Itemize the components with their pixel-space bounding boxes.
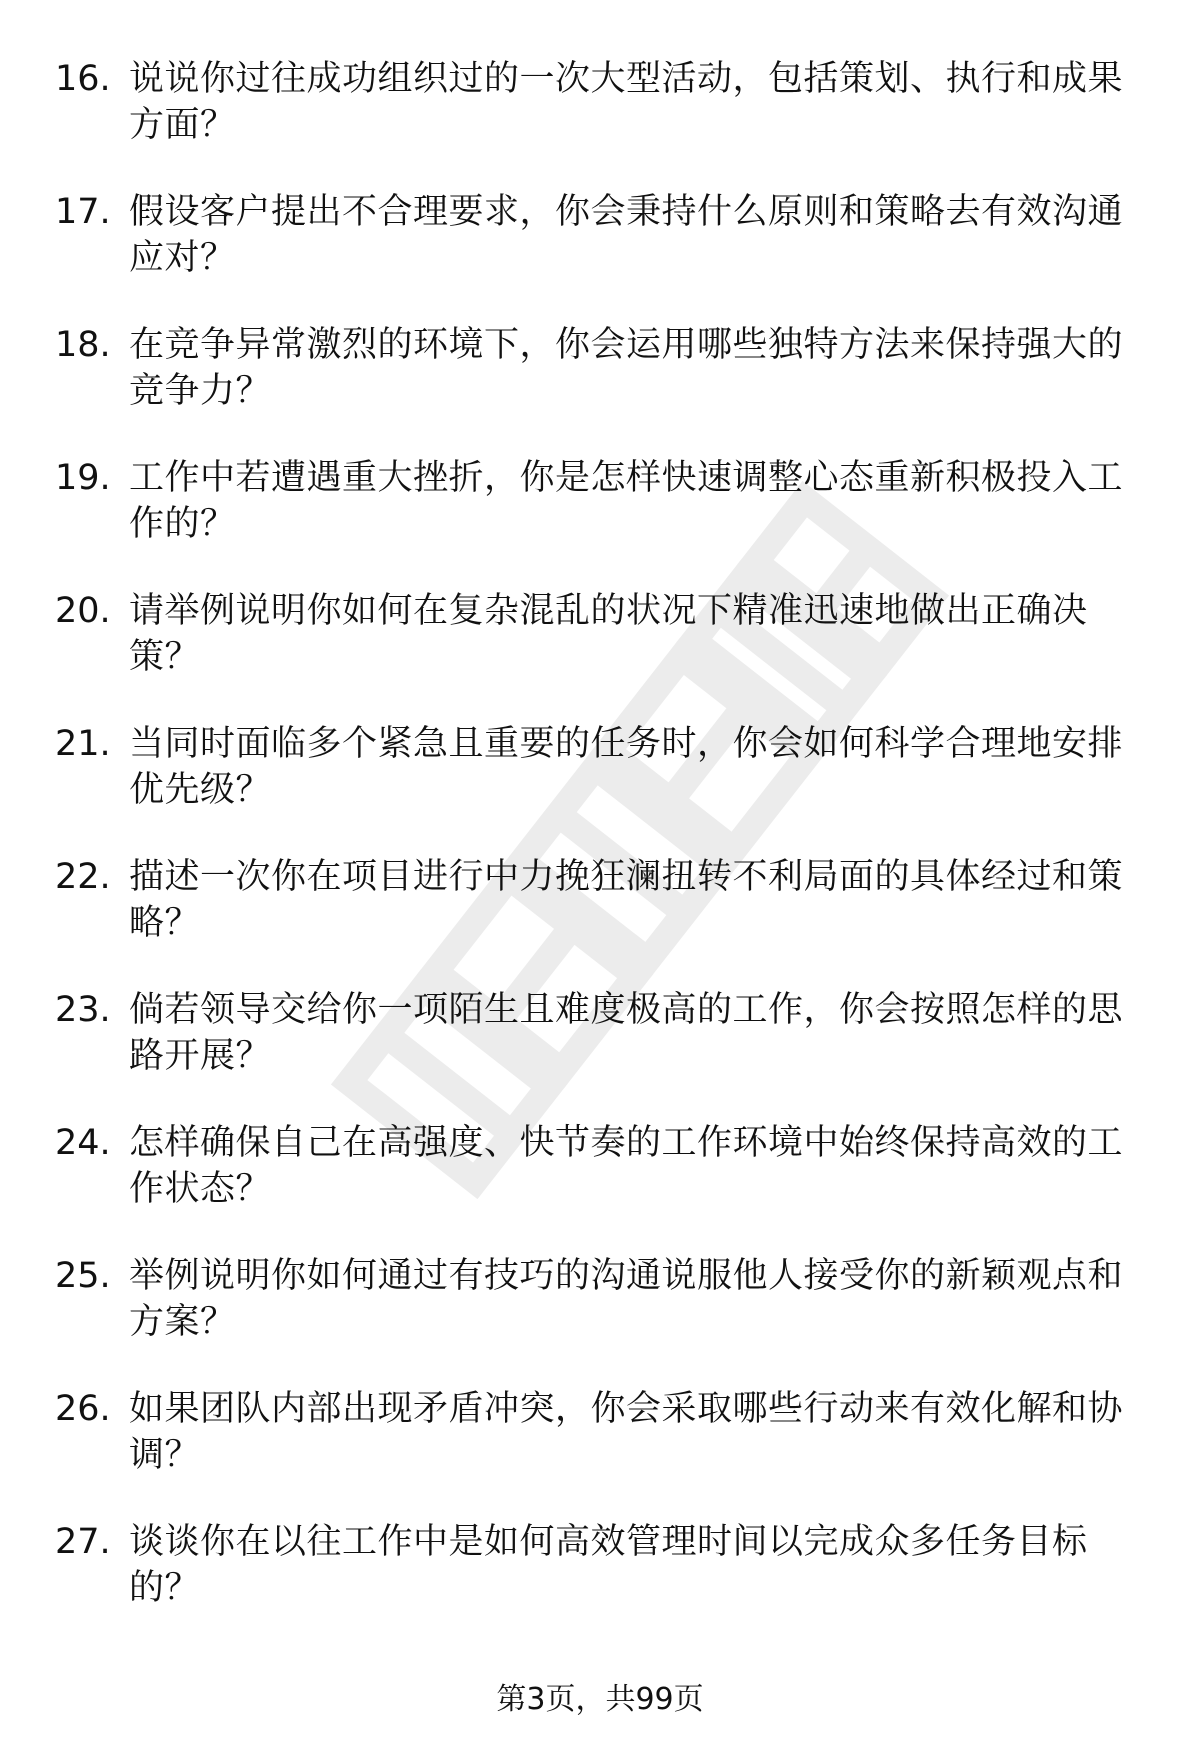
question-text: 说说你过往成功组织过的一次大型活动，包括策划、执行和成果方面？	[129, 59, 1124, 145]
question-number: 25.	[55, 1256, 111, 1296]
question-text: 怎样确保自己在高强度、快节奏的工作环境中始终保持高效的工作状态？	[129, 1123, 1124, 1209]
question-item	[0, 854, 1200, 987]
question-item	[0, 987, 1200, 1120]
question-number: 18.	[55, 325, 111, 365]
question-number: 26.	[55, 1389, 111, 1429]
question-item	[0, 588, 1200, 721]
question-text: 当同时面临多个紧急且重要的任务时，你会如何科学合理地安排优先级？	[129, 724, 1124, 810]
question-item	[0, 322, 1200, 455]
question-text: 谈谈你在以往工作中是如何高效管理时间以完成众多任务目标的？	[129, 1522, 1088, 1608]
question-number: 24.	[55, 1123, 111, 1163]
question-number: 21.	[55, 724, 111, 764]
question-item	[0, 56, 1200, 189]
question-number: 22.	[55, 857, 111, 897]
question-number: 27.	[55, 1522, 111, 1562]
question-text: 描述一次你在项目进行中力挽狂澜扭转不利局面的具体经过和策略？	[129, 857, 1124, 943]
question-text: 如果团队内部出现矛盾冲突，你会采取哪些行动来有效化解和协调？	[129, 1389, 1124, 1475]
question-number: 16.	[55, 59, 111, 99]
question-list	[0, 56, 1200, 1652]
question-item	[0, 1120, 1200, 1253]
question-item	[0, 721, 1200, 854]
question-number: 23.	[55, 990, 111, 1030]
question-text: 工作中若遭遇重大挫折，你是怎样快速调整心态重新积极投入工作的？	[129, 458, 1124, 544]
question-text: 请举例说明你如何在复杂混乱的状况下精准迅速地做出正确决策？	[129, 591, 1088, 677]
question-number: 17.	[55, 192, 111, 232]
question-text: 假设客户提出不合理要求，你会秉持什么原则和策略去有效沟通应对？	[129, 192, 1124, 278]
question-item	[0, 1386, 1200, 1519]
question-item	[0, 1519, 1200, 1652]
question-number: 20.	[55, 591, 111, 631]
question-text: 倘若领导交给你一项陌生且难度极高的工作，你会按照怎样的思路开展？	[129, 990, 1124, 1076]
question-item	[0, 455, 1200, 588]
question-item	[0, 1253, 1200, 1386]
question-text: 举例说明你如何通过有技巧的沟通说服他人接受你的新颖观点和方案？	[129, 1256, 1124, 1342]
question-item	[0, 189, 1200, 322]
page-number-footer: 第3页，共99页	[496, 1682, 704, 1717]
question-number: 19.	[55, 458, 111, 498]
question-text: 在竞争异常激烈的环境下，你会运用哪些独特方法来保持强大的竞争力？	[129, 325, 1124, 411]
